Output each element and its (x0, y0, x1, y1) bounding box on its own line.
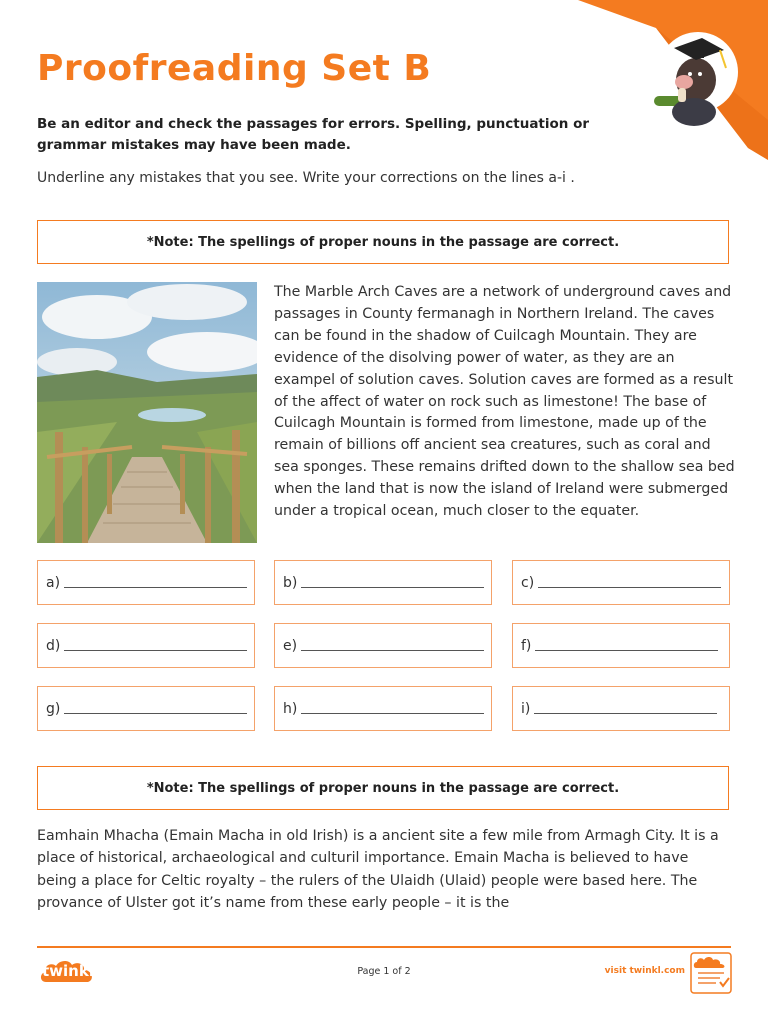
answer-line-i[interactable] (534, 713, 717, 714)
page-title: Proofreading Set B (37, 48, 432, 89)
answer-label: c) (521, 574, 535, 591)
instructions-text: Underline any mistakes that you see. Write your corrections on the lines a-i . (37, 170, 575, 186)
answer-label: d) (46, 637, 61, 654)
answer-box-e (274, 623, 492, 668)
answer-label: h) (283, 700, 298, 717)
answer-box-a (37, 560, 255, 605)
answer-box-d (37, 623, 255, 668)
instructions-bold: Be an editor and check the passages for errors. Spelling, punctuation or grammar mistakes may have been made. (37, 116, 590, 153)
answer-line-g[interactable] (64, 713, 247, 714)
answer-box-b (274, 560, 492, 605)
marble-arch-illustration (37, 282, 257, 543)
passage-1: The Marble Arch Caves are a network of underground caves and passages in County fermanagh in Northern Ireland. The caves can be found in the shadow of Cuilcagh Mountain. They are evidence of the disolving power of water, as they are an exampel of solution caves. Solution caves are formed as a result of the affect of water on rock such as limestone! The base of Cuilcagh Mountain is formed from limestone, made up of the remain of billions off ancient sea creatures, such as coral and sea sponges. These remains drifted down to the shallow sea bed when the land that is now the island of Ireland were submerged under a tropical ocean, much closer to the equater. (274, 284, 735, 520)
footer-divider (37, 946, 731, 948)
passage-2: Eamhain Mhacha (Emain Macha in old Irish) is a ancient site a few mile from Armagh City. It is a place of historical, archaeological and culturil importance. Emain Macha is believed to have being a place for Celtic royalty – the rulers of the Ulaidh (Ulaid) people were based here. The provance of Ulster got it’s name from these early people – it is the (37, 828, 719, 911)
logo-text: twinkl (42, 962, 94, 980)
answer-line-c[interactable] (538, 587, 721, 588)
answer-line-e[interactable] (301, 650, 484, 651)
note-text: *Note: The spellings of proper nouns in the passage are correct. (146, 234, 620, 250)
answer-label: e) (283, 637, 298, 654)
quality-badge-icon (690, 952, 732, 994)
page-number: Page 1 of 2 (357, 966, 411, 977)
answer-label: b) (283, 574, 298, 591)
answer-line-b[interactable] (301, 587, 484, 588)
answer-box-f (512, 623, 730, 668)
answer-label: a) (46, 574, 61, 591)
answer-box-h (274, 686, 492, 731)
answer-box-c (512, 560, 730, 605)
website-link[interactable]: visit twinkl.com (604, 966, 685, 976)
answer-line-a[interactable] (64, 587, 247, 588)
answer-label: g) (46, 700, 61, 717)
answer-label: i) (521, 700, 531, 717)
note-box-1 (37, 220, 729, 264)
answer-line-f[interactable] (535, 650, 718, 651)
answer-line-h[interactable] (301, 713, 484, 714)
answer-label: f) (521, 637, 532, 654)
note-text: *Note: The spellings of proper nouns in the passage are correct. (146, 780, 620, 796)
answer-box-g (37, 686, 255, 731)
note-box-2 (37, 766, 729, 810)
answer-box-i (512, 686, 730, 731)
answer-line-d[interactable] (64, 650, 247, 651)
